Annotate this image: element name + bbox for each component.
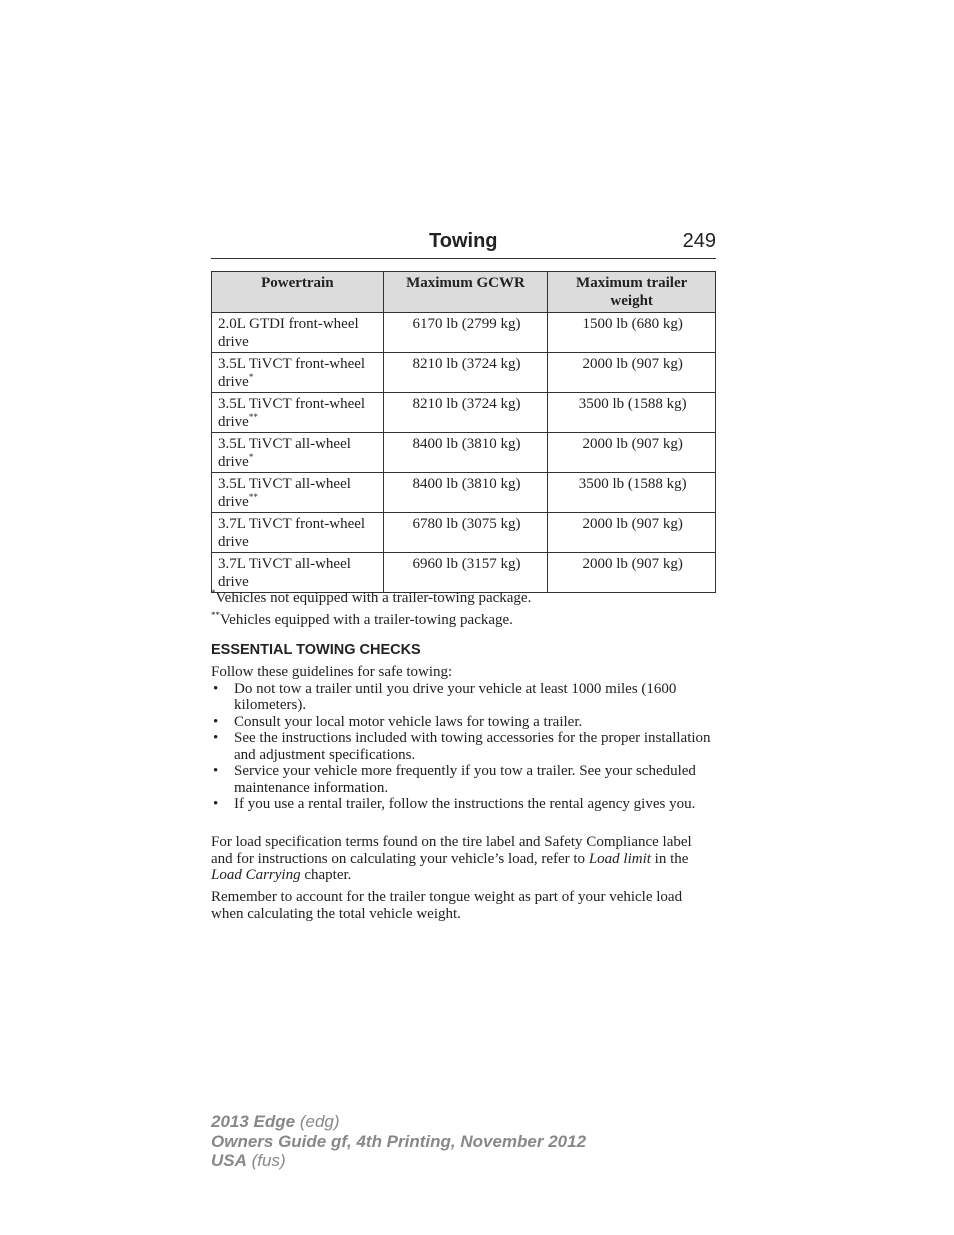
footnote-text: Vehicles equipped with a trailer-towing package. (220, 612, 513, 628)
footnote-towing-package (211, 611, 513, 629)
footer-market-line (211, 1151, 586, 1171)
footer-market: USA (211, 1151, 247, 1170)
list-item-text: Service your vehicle more frequently if you tow a trailer. See your scheduled maintenance information. (234, 763, 696, 796)
load-carrying-reference: Load Carrying (211, 867, 301, 883)
page-title: Towing (429, 230, 498, 252)
footer-guide: Owners Guide gf, 4th Printing, November 2012 (211, 1131, 587, 1151)
list-item (211, 796, 716, 813)
footnote-no-towing-package (211, 589, 531, 607)
gcwr-cell: 8400 lb (3810 kg) (383, 433, 548, 473)
footnote-marker: ** (248, 412, 258, 422)
intro-paragraph: Follow these guidelines for safe towing: (211, 664, 453, 680)
footer-model-line (211, 1112, 586, 1132)
list-item (211, 681, 716, 714)
list-item-text: If you use a rental trailer, follow the instructions the rental agency gives you. (234, 796, 696, 812)
load-specification-paragraph (211, 834, 716, 884)
table-row (212, 433, 716, 473)
table-header-row (212, 272, 716, 313)
trailer-weight-cell: 3500 lb (1588 kg) (548, 393, 716, 433)
powertrain-cell (212, 353, 384, 393)
gcwr-cell: 8210 lb (3724 kg) (383, 353, 548, 393)
trailer-weight-cell: 2000 lb (907 kg) (548, 433, 716, 473)
page-footer (211, 1112, 586, 1171)
list-item-text: Consult your local motor vehicle laws for towing a trailer. (234, 713, 583, 730)
tongue-weight-paragraph: Remember to account for the trailer tongue weight as part of your vehicle load when calculating the total vehicle weight. (211, 889, 683, 922)
page-number: 249 (682, 230, 716, 252)
trailer-weight-cell: 2000 lb (907 kg) (548, 353, 716, 393)
powertrain-text: 2.0L GTDI front-wheel drive (218, 316, 359, 350)
gcwr-cell: 6960 lb (3157 kg) (383, 553, 548, 593)
table-row (212, 353, 716, 393)
guidelines-list (211, 681, 716, 813)
powertrain-text: 3.7L TiVCT front-wheel drive (218, 516, 366, 550)
table-row (212, 473, 716, 513)
gcwr-cell: 8210 lb (3724 kg) (383, 393, 548, 433)
powertrain-text: 3.7L TiVCT all-wheel drive (218, 556, 351, 590)
powertrain-text: 3.5L TiVCT front-wheel drive (218, 356, 366, 390)
column-header-powertrain: Powertrain (212, 272, 384, 313)
powertrain-cell (212, 473, 384, 513)
table-row (212, 313, 716, 353)
footnote-marker: * (211, 588, 216, 598)
paragraph-text: in the (650, 850, 689, 867)
paragraph-text: For load specification terms found on the tire label and Safety Compliance label and for instructions on calculating your vehicle’s load, refer to (211, 834, 692, 867)
trailer-weight-cell: 3500 lb (1588 kg) (548, 473, 716, 513)
table-row (212, 513, 716, 553)
table-row (212, 393, 716, 433)
powertrain-cell (212, 313, 384, 353)
list-item-text: Do not tow a trailer until you drive your vehicle at least 1000 miles (1600 kilometers). (234, 680, 677, 713)
footnote-text: Vehicles not equipped with a trailer-towing package. (215, 590, 532, 606)
powertrain-text: 3.5L TiVCT all-wheel drive (218, 436, 351, 470)
list-item (211, 763, 716, 796)
powertrain-cell (212, 393, 384, 433)
section-body (211, 664, 716, 813)
paragraph-text: chapter. (300, 867, 352, 883)
load-limit-reference: Load limit (588, 850, 651, 867)
powertrain-cell (212, 433, 384, 473)
section-heading: ESSENTIAL TOWING CHECKS (211, 642, 421, 658)
bullet-icon: • (213, 680, 219, 697)
column-header-max-trailer-weight: Maximum trailer weight (548, 272, 716, 313)
page-header (211, 230, 716, 259)
gcwr-cell: 6780 lb (3075 kg) (383, 513, 548, 553)
footnote-marker: * (248, 372, 254, 382)
footer-model: 2013 Edge (211, 1112, 296, 1131)
towing-capacity-table (211, 271, 716, 593)
column-header-max-gcwr: Maximum GCWR (383, 272, 548, 313)
footnote-marker: * (248, 452, 254, 462)
footer-guide-line (211, 1132, 586, 1152)
bullet-icon: • (213, 713, 219, 730)
list-item (211, 714, 716, 731)
footer-model-code: (edg) (295, 1112, 340, 1131)
trailer-weight-cell: 1500 lb (680 kg) (548, 313, 716, 353)
powertrain-text: 3.5L TiVCT all-wheel drive (218, 476, 351, 510)
trailer-weight-cell: 2000 lb (907 kg) (548, 513, 716, 553)
footer-market-code: (fus) (246, 1151, 286, 1170)
list-item-text: See the instructions included with towing accessories for the proper installation and adjustment specifications. (234, 730, 711, 763)
bullet-icon: • (213, 796, 219, 812)
powertrain-cell (212, 513, 384, 553)
bullet-icon: • (213, 763, 219, 779)
powertrain-text: 3.5L TiVCT front-wheel drive (218, 396, 366, 430)
footnote-marker: ** (248, 492, 258, 502)
list-item (211, 730, 716, 763)
table-row (212, 553, 716, 593)
bullet-icon: • (213, 730, 219, 746)
powertrain-cell (212, 553, 384, 593)
gcwr-cell: 6170 lb (2799 kg) (383, 313, 548, 353)
footnote-marker: ** (211, 610, 220, 620)
trailer-weight-cell: 2000 lb (907 kg) (548, 553, 716, 593)
gcwr-cell: 8400 lb (3810 kg) (383, 473, 548, 513)
